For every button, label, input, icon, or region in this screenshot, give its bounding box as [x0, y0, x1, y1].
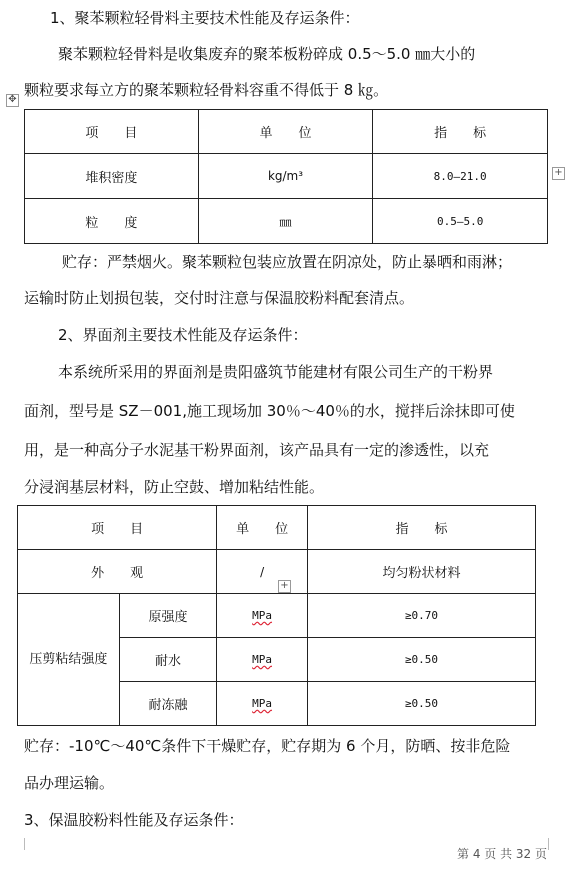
cell-spec: 8.0—21.0 [373, 154, 548, 199]
cell-spec: 均匀粉状材料 [308, 550, 536, 594]
table-polystyrene-specs [24, 109, 548, 244]
page-margin-marker [548, 838, 549, 850]
add-column-icon[interactable]: + [278, 580, 291, 593]
cell-group-label: 压剪粘结强度 [18, 594, 120, 726]
storage-2-line-1: 贮存：-10℃～40℃条件下干燥贮存，贮存期为 6 个月，防晒、按非危险 [24, 737, 511, 755]
table-row [25, 199, 548, 244]
paragraph-2-line-3: 用，是一种高分子水泥基干粉界面剂，该产品具有一定的渗透性，以充 [24, 441, 490, 459]
table-row [25, 154, 548, 199]
storage-1-line-1: 贮存：严禁烟火。聚苯颗粒包装应放置在阴凉处，防止暴晒和雨淋； [62, 253, 513, 271]
page-margin-marker [24, 838, 25, 850]
storage-2-line-2: 品办理运输。 [24, 774, 115, 792]
cell-unit: / [217, 550, 308, 594]
table-interface-agent-specs [17, 505, 536, 726]
cell-sub-item: 原强度 [119, 594, 216, 638]
page-number-footer: 第 4 页 共 32 页 [457, 847, 547, 861]
table-header-row [25, 110, 548, 154]
paragraph-2-line-4: 分浸润基层材料，防止空鼓、增加粘结性能。 [24, 478, 325, 496]
add-row-icon[interactable]: + [552, 167, 565, 180]
cell-unit: MPa [217, 594, 308, 638]
cell-sub-item: 耐冻融 [119, 682, 216, 726]
cell-item: 粒 度 [25, 199, 199, 244]
paragraph-1-line-2: 颗粒要求每立方的聚苯颗粒轻骨料容重不得低于 8 ㎏。 [24, 81, 389, 99]
header-unit: 单 位 [217, 506, 308, 550]
cell-spec: ≥0.70 [308, 594, 536, 638]
storage-1-line-2: 运输时防止划损包装，交付时注意与保温胶粉料配套清点。 [24, 289, 415, 307]
paragraph-1-line-1: 聚苯颗粒轻骨料是收集废弃的聚苯板粉碎成 0.5～5.0 ㎜大小的 [58, 45, 476, 63]
table-header-row [18, 506, 536, 550]
paragraph-2-line-1: 本系统所采用的界面剂是贵阳盛筑节能建材有限公司生产的干粉界 [58, 363, 494, 381]
cell-spec: ≥0.50 [308, 638, 536, 682]
cell-unit: ㎜ [198, 199, 373, 244]
header-spec: 指 标 [308, 506, 536, 550]
paragraph-2-line-2: 面剂，型号是 SZ－001,施工现场加 30％～40％的水，搅拌后涂抹即可使 [24, 402, 515, 420]
header-spec: 指 标 [373, 110, 548, 154]
cell-unit: kg/m³ [198, 154, 373, 199]
cell-unit: MPa [217, 682, 308, 726]
header-unit: 单 位 [198, 110, 373, 154]
header-item: 项 目 [18, 506, 217, 550]
heading-1: 1、聚苯颗粒轻骨料主要技术性能及存运条件： [50, 9, 360, 27]
heading-3: 3、保温胶粉料性能及存运条件： [24, 811, 244, 829]
cell-item: 外 观 [18, 550, 217, 594]
cell-item: 堆积密度 [25, 154, 199, 199]
cell-unit: MPa [217, 638, 308, 682]
heading-2: 2、界面剂主要技术性能及存运条件： [58, 326, 308, 344]
table-row [18, 594, 536, 638]
cell-spec: 0.5—5.0 [373, 199, 548, 244]
cell-spec: ≥0.50 [308, 682, 536, 726]
table-move-handle-icon[interactable]: ✥ [6, 94, 19, 107]
cell-sub-item: 耐水 [119, 638, 216, 682]
header-item: 项 目 [25, 110, 199, 154]
table-row [18, 550, 536, 594]
